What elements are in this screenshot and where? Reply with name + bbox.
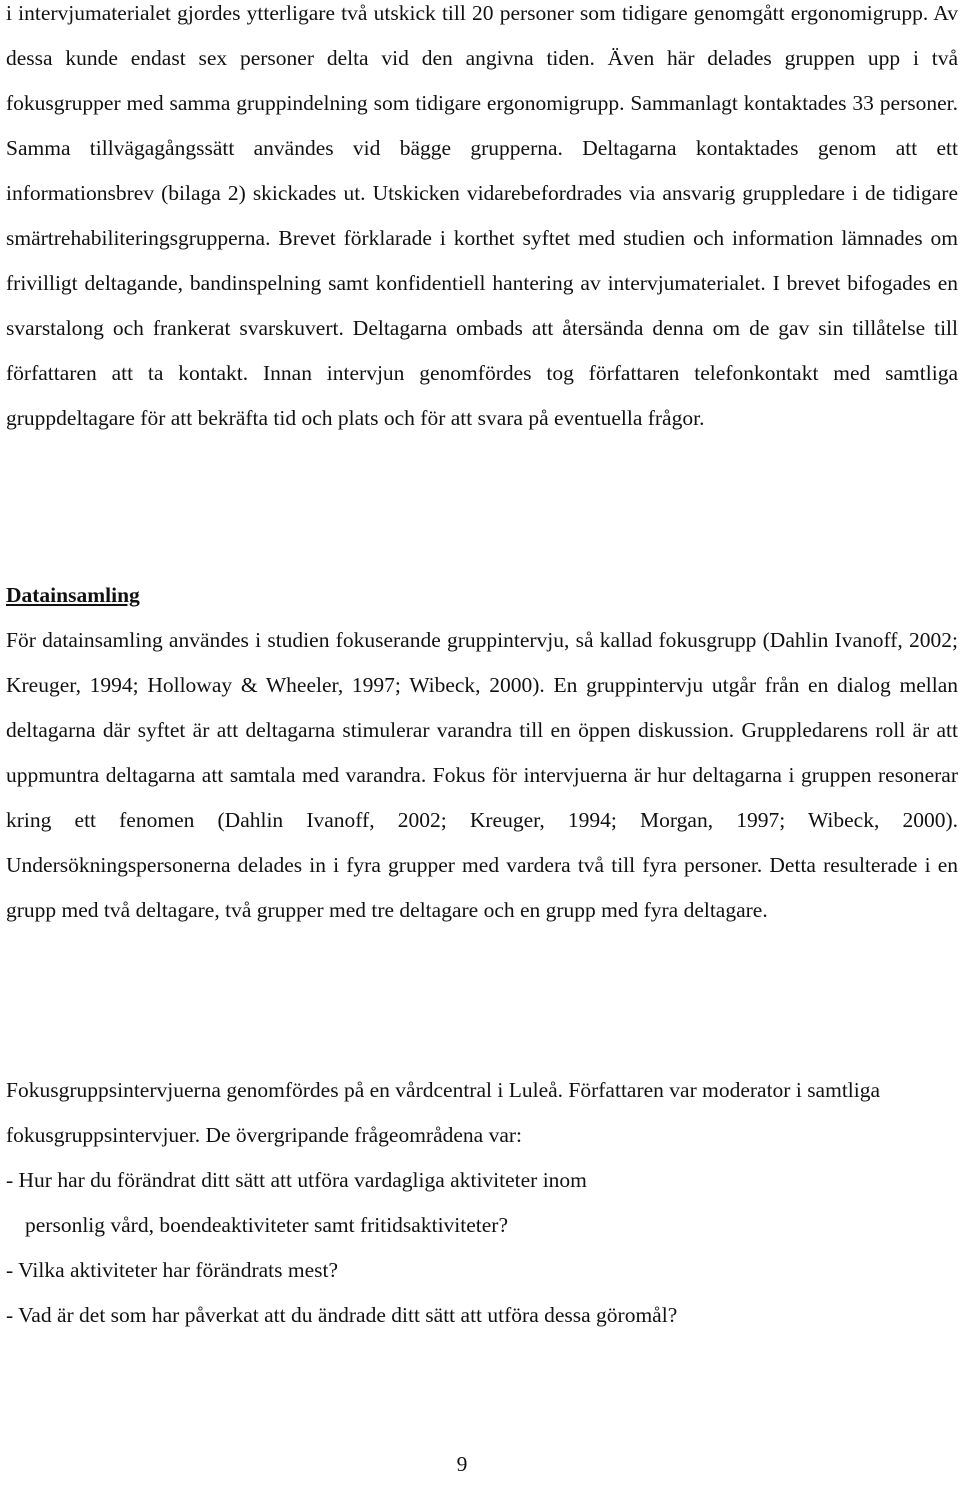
paragraph-datainsamling: För datainsamling användes i studien fokuserande gruppintervju, så kallad fokusgrupp (Dahlin Ivanoff, 2002; Kreuger, 1994; Holloway & Wheeler, 1997; Wibeck, 2000). En gruppintervju utgår från en dialog mellan deltagarna där syftet är att deltagarna stimulerar varandra till en öppen diskussion. Gruppledarens roll är att uppmuntra deltagarna att samtala med varandra. Fokus för intervjuerna är hur deltagarna i gruppen resonerar kring ett fenomen (Dahlin Ivanoff, 2002; Kreuger, 1994; Morgan, 1997; Wibeck, 2000). Undersökningspersonerna delades in i fyra grupper med vardera två till fyra personer. Detta resulterade i en grupp med två deltagare, två grupper med tre deltagare och en grupp med fyra deltagare.	[6, 628, 958, 922]
page-number: 9	[456, 1452, 468, 1476]
question-item-1-continuation: personlig vård, boendeaktiviteter samt fritidsaktiviteter?	[25, 1213, 508, 1237]
question-list	[6, 1158, 958, 1338]
section-heading-datainsamling: Datainsamling	[6, 583, 140, 607]
question-item-3: - Vad är det som har påverkat att du ändrade ditt sätt att utföra dessa göromål?	[6, 1303, 678, 1327]
paragraph-intro: i intervjumaterialet gjordes ytterligare två utskick till 20 personer som tidigare genomgått ergonomigrupp. Av dessa kunde endast sex personer delta vid den angivna tiden. Även här delades gruppen upp i två fokusgrupper med samma gruppindelning som tidigare ergonomigrupp. Sammanlagt kontaktades 33 personer. Samma tillvägagångssätt användes vid bägge grupperna. Deltagarna kontaktades genom att ett informationsbrev (bilaga 2) skickades ut. Utskicken vidarebefordrades via ansvarig gruppledare i de tidigare smärtrehabiliteringsgrupperna. Brevet förklarade i korthet syftet med studien och information lämnades om frivilligt deltagande, bandinspelning samt konfidentiell hantering av intervjumaterialet. I brevet bifogades en svarstalong och frankerat svarskuvert. Deltagarna ombads att återsända denna om de gav sin tillåtelse till författaren att ta kontakt. Innan intervjun genomfördes tog författaren telefonkontakt med samtliga gruppdeltagare för att bekräfta tid och plats och för att svara på eventuella frågor.	[6, 1, 958, 430]
paragraph-fokusgrupp: Fokusgruppsintervjuerna genomfördes på en vårdcentral i Luleå. Författaren var moderator i samtliga fokusgruppsintervjuer. De övergripande frågeområdena var:	[6, 1078, 881, 1147]
question-item-1: - Hur har du förändrat ditt sätt att utföra vardagliga aktiviteter inom	[6, 1168, 587, 1192]
question-item-2: - Vilka aktiviteter har förändrats mest?	[6, 1258, 339, 1282]
